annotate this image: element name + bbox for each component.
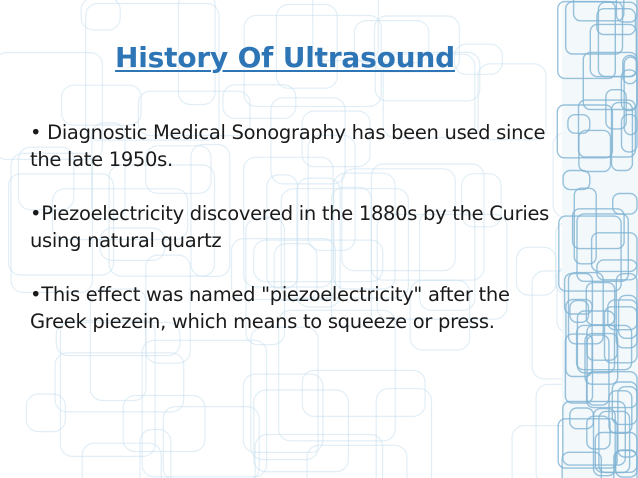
slide-title: History Of Ultrasound [115, 41, 455, 74]
side-strip-background [562, 0, 638, 478]
bullet-list [30, 119, 550, 362]
bullet-item: •This effect was named "piezoelectricity" after the Greek piezein, which means to squeeze or press. [30, 283, 510, 333]
bullet-item: •Piezoelectricity discovered in the 1880s by the Curies using natural quartz [30, 202, 549, 252]
bullet-item: • Diagnostic Medical Sonography has been used since the late 1950s. [30, 121, 546, 171]
